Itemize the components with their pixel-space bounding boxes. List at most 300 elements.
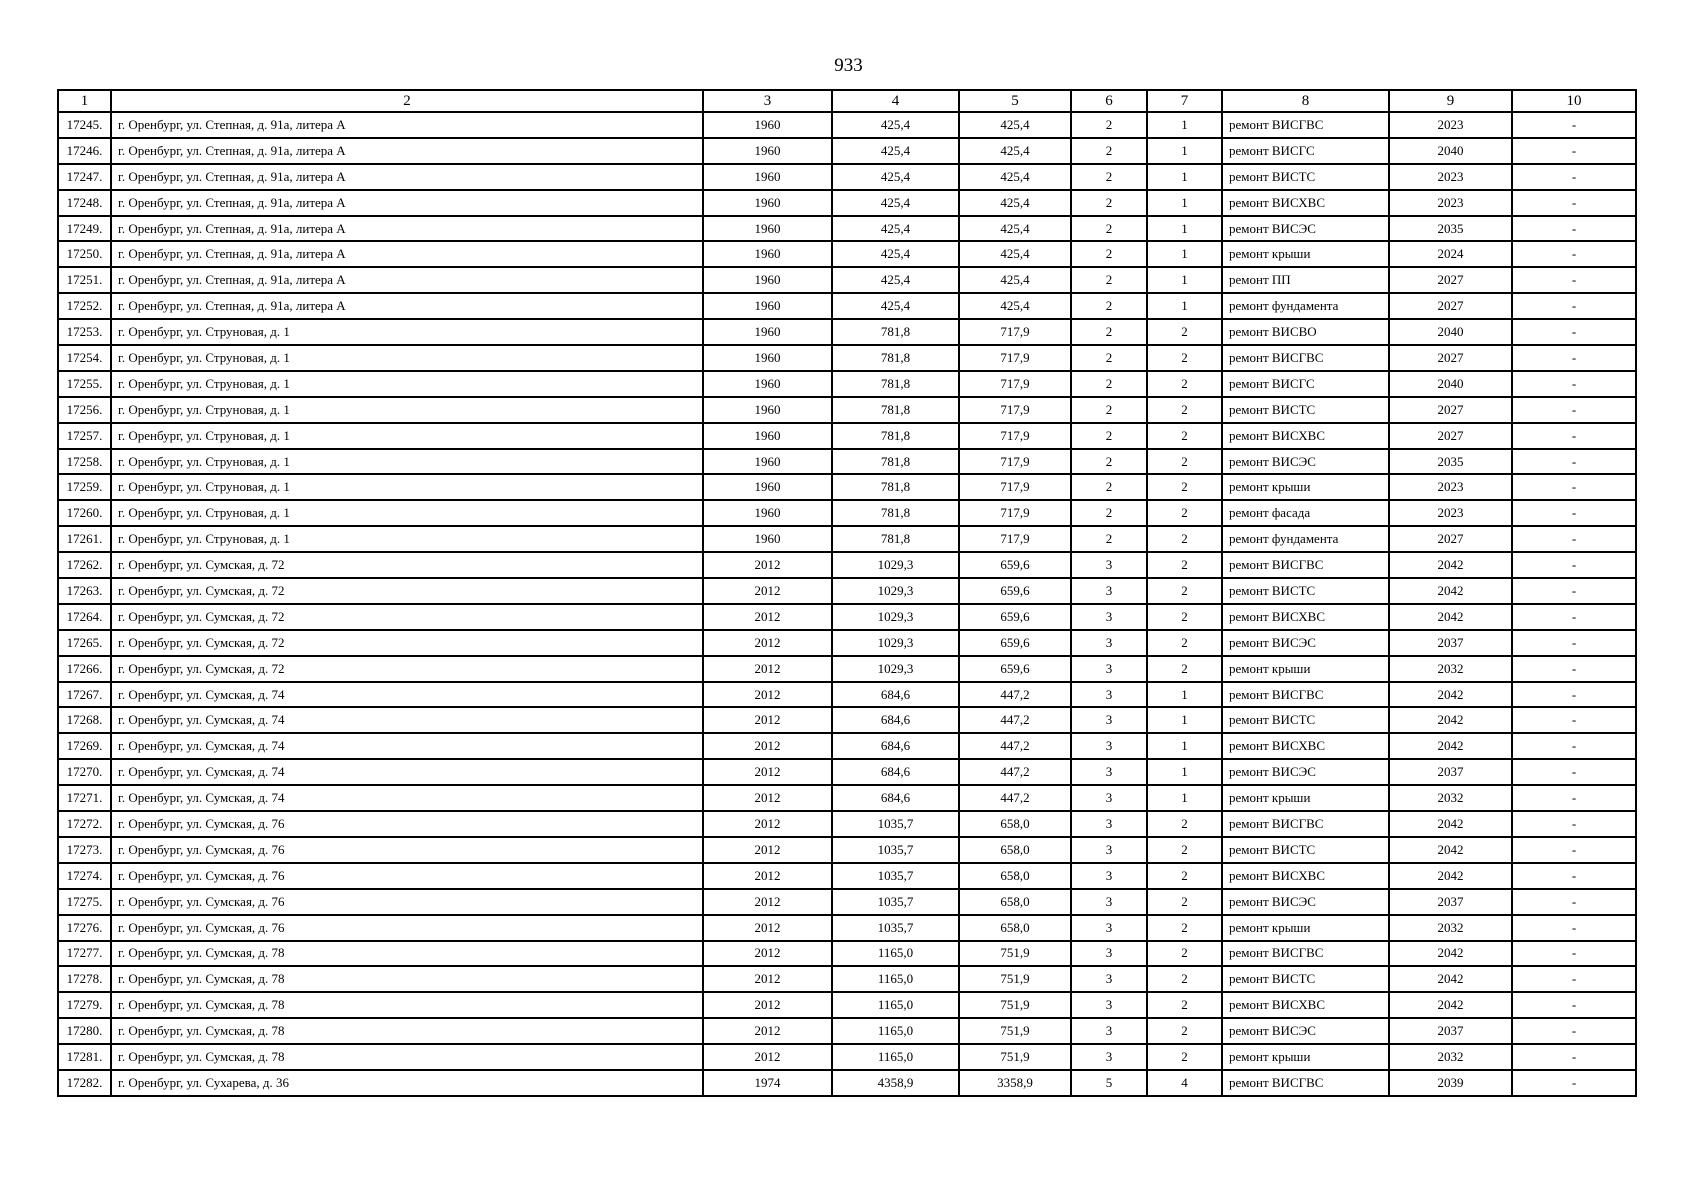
row-number-cell: 17252. [58,293,111,319]
year-built-cell: 1960 [703,138,832,164]
address-cell: г. Оренбург, ул. Сумская, д. 76 [111,889,703,915]
planned-year-cell: 2027 [1389,345,1512,371]
total-area-cell: 1165,0 [832,1044,959,1070]
row-number-cell: 17268. [58,707,111,733]
planned-year-cell: 2042 [1389,811,1512,837]
table-row [58,345,1636,371]
note-cell: - [1512,682,1636,708]
entrances-cell: 2 [1147,941,1222,967]
work-type-cell: ремонт фасада [1222,500,1389,526]
planned-year-cell: 2032 [1389,915,1512,941]
entrances-cell: 2 [1147,552,1222,578]
column-header: 2 [111,90,703,112]
planned-year-cell: 2039 [1389,1070,1512,1096]
row-number-cell: 17277. [58,941,111,967]
floors-cell: 2 [1071,138,1147,164]
year-built-cell: 2012 [703,785,832,811]
total-area-cell: 781,8 [832,474,959,500]
row-number-cell: 17257. [58,423,111,449]
row-number-cell: 17266. [58,656,111,682]
table-row [58,552,1636,578]
floors-cell: 3 [1071,604,1147,630]
total-area-cell: 1029,3 [832,630,959,656]
table-row [58,241,1636,267]
year-built-cell: 1960 [703,112,832,138]
table-row [58,656,1636,682]
entrances-cell: 2 [1147,1044,1222,1070]
address-cell: г. Оренбург, ул. Сумская, д. 78 [111,992,703,1018]
total-area-cell: 781,8 [832,423,959,449]
total-area-cell: 425,4 [832,164,959,190]
table-row [58,1018,1636,1044]
year-built-cell: 2012 [703,630,832,656]
year-built-cell: 1960 [703,190,832,216]
entrances-cell: 2 [1147,500,1222,526]
address-cell: г. Оренбург, ул. Струновая, д. 1 [111,423,703,449]
planned-year-cell: 2037 [1389,889,1512,915]
column-header: 5 [959,90,1071,112]
planned-year-cell: 2035 [1389,449,1512,475]
address-cell: г. Оренбург, ул. Струновая, д. 1 [111,474,703,500]
year-built-cell: 2012 [703,889,832,915]
living-area-cell: 425,4 [959,241,1071,267]
entrances-cell: 2 [1147,992,1222,1018]
floors-cell: 2 [1071,216,1147,242]
address-cell: г. Оренбург, ул. Степная, д. 91а, литера А [111,293,703,319]
table-row [58,319,1636,345]
note-cell: - [1512,500,1636,526]
living-area-cell: 658,0 [959,915,1071,941]
note-cell: - [1512,293,1636,319]
table-row [58,707,1636,733]
total-area-cell: 425,4 [832,241,959,267]
planned-year-cell: 2023 [1389,112,1512,138]
entrances-cell: 1 [1147,293,1222,319]
floors-cell: 2 [1071,164,1147,190]
table-row [58,1044,1636,1070]
floors-cell: 3 [1071,1044,1147,1070]
table-row [58,138,1636,164]
work-type-cell: ремонт ВИСХВС [1222,863,1389,889]
row-number-cell: 17272. [58,811,111,837]
year-built-cell: 2012 [703,707,832,733]
note-cell: - [1512,811,1636,837]
column-header: 4 [832,90,959,112]
entrances-cell: 1 [1147,682,1222,708]
floors-cell: 3 [1071,707,1147,733]
table-row [58,216,1636,242]
living-area-cell: 717,9 [959,397,1071,423]
entrances-cell: 1 [1147,112,1222,138]
repair-schedule-table [57,89,1637,1097]
planned-year-cell: 2040 [1389,319,1512,345]
floors-cell: 2 [1071,474,1147,500]
row-number-cell: 17255. [58,371,111,397]
address-cell: г. Оренбург, ул. Сумская, д. 78 [111,1018,703,1044]
entrances-cell: 2 [1147,811,1222,837]
row-number-cell: 17262. [58,552,111,578]
living-area-cell: 751,9 [959,1018,1071,1044]
planned-year-cell: 2027 [1389,267,1512,293]
floors-cell: 3 [1071,552,1147,578]
table-row [58,992,1636,1018]
row-number-cell: 17258. [58,449,111,475]
table-body [58,112,1636,1096]
address-cell: г. Оренбург, ул. Степная, д. 91а, литера А [111,138,703,164]
floors-cell: 2 [1071,449,1147,475]
total-area-cell: 425,4 [832,190,959,216]
year-built-cell: 2012 [703,863,832,889]
living-area-cell: 751,9 [959,992,1071,1018]
entrances-cell: 2 [1147,397,1222,423]
column-header-row [58,90,1636,112]
living-area-cell: 447,2 [959,759,1071,785]
table-row [58,267,1636,293]
note-cell: - [1512,863,1636,889]
address-cell: г. Оренбург, ул. Степная, д. 91а, литера А [111,241,703,267]
floors-cell: 2 [1071,371,1147,397]
planned-year-cell: 2023 [1389,164,1512,190]
address-cell: г. Оренбург, ул. Сумская, д. 78 [111,966,703,992]
living-area-cell: 447,2 [959,733,1071,759]
table-row [58,630,1636,656]
year-built-cell: 1974 [703,1070,832,1096]
table-row [58,474,1636,500]
note-cell: - [1512,604,1636,630]
year-built-cell: 1960 [703,500,832,526]
work-type-cell: ремонт ВИСЭС [1222,216,1389,242]
entrances-cell: 2 [1147,474,1222,500]
planned-year-cell: 2042 [1389,682,1512,708]
year-built-cell: 2012 [703,656,832,682]
total-area-cell: 425,4 [832,293,959,319]
floors-cell: 3 [1071,889,1147,915]
entrances-cell: 2 [1147,578,1222,604]
work-type-cell: ремонт ВИСХВС [1222,604,1389,630]
table-row [58,941,1636,967]
work-type-cell: ремонт крыши [1222,241,1389,267]
planned-year-cell: 2024 [1389,241,1512,267]
planned-year-cell: 2023 [1389,474,1512,500]
row-number-cell: 17274. [58,863,111,889]
note-cell: - [1512,1070,1636,1096]
living-area-cell: 425,4 [959,190,1071,216]
address-cell: г. Оренбург, ул. Сумская, д. 76 [111,837,703,863]
year-built-cell: 1960 [703,216,832,242]
row-number-cell: 17278. [58,966,111,992]
row-number-cell: 17267. [58,682,111,708]
living-area-cell: 751,9 [959,966,1071,992]
work-type-cell: ремонт ВИСТС [1222,837,1389,863]
note-cell: - [1512,474,1636,500]
table-row [58,1070,1636,1096]
living-area-cell: 447,2 [959,785,1071,811]
total-area-cell: 1165,0 [832,1018,959,1044]
work-type-cell: ремонт ВИСГС [1222,371,1389,397]
total-area-cell: 425,4 [832,216,959,242]
planned-year-cell: 2042 [1389,863,1512,889]
planned-year-cell: 2032 [1389,656,1512,682]
note-cell: - [1512,241,1636,267]
address-cell: г. Оренбург, ул. Сумская, д. 72 [111,656,703,682]
floors-cell: 2 [1071,397,1147,423]
total-area-cell: 1035,7 [832,811,959,837]
entrances-cell: 2 [1147,837,1222,863]
note-cell: - [1512,449,1636,475]
year-built-cell: 2012 [703,992,832,1018]
address-cell: г. Оренбург, ул. Струновая, д. 1 [111,500,703,526]
note-cell: - [1512,656,1636,682]
address-cell: г. Оренбург, ул. Сумская, д. 72 [111,578,703,604]
note-cell: - [1512,889,1636,915]
total-area-cell: 1165,0 [832,992,959,1018]
living-area-cell: 717,9 [959,500,1071,526]
work-type-cell: ремонт ВИСВО [1222,319,1389,345]
work-type-cell: ремонт ВИСЭС [1222,759,1389,785]
table-row [58,889,1636,915]
total-area-cell: 781,8 [832,397,959,423]
floors-cell: 3 [1071,759,1147,785]
work-type-cell: ремонт ВИСГВС [1222,811,1389,837]
year-built-cell: 1960 [703,449,832,475]
entrances-cell: 1 [1147,785,1222,811]
living-area-cell: 425,4 [959,293,1071,319]
entrances-cell: 2 [1147,915,1222,941]
note-cell: - [1512,267,1636,293]
floors-cell: 3 [1071,915,1147,941]
row-number-cell: 17248. [58,190,111,216]
total-area-cell: 781,8 [832,345,959,371]
note-cell: - [1512,138,1636,164]
total-area-cell: 684,6 [832,733,959,759]
living-area-cell: 717,9 [959,526,1071,552]
total-area-cell: 425,4 [832,267,959,293]
table-row [58,682,1636,708]
note-cell: - [1512,423,1636,449]
living-area-cell: 659,6 [959,578,1071,604]
note-cell: - [1512,578,1636,604]
living-area-cell: 659,6 [959,604,1071,630]
note-cell: - [1512,319,1636,345]
work-type-cell: ремонт крыши [1222,1044,1389,1070]
note-cell: - [1512,216,1636,242]
note-cell: - [1512,190,1636,216]
row-number-cell: 17276. [58,915,111,941]
living-area-cell: 717,9 [959,474,1071,500]
work-type-cell: ремонт ВИСЭС [1222,449,1389,475]
row-number-cell: 17249. [58,216,111,242]
row-number-cell: 17261. [58,526,111,552]
work-type-cell: ремонт ВИСЭС [1222,1018,1389,1044]
floors-cell: 3 [1071,1018,1147,1044]
year-built-cell: 2012 [703,759,832,785]
planned-year-cell: 2042 [1389,707,1512,733]
year-built-cell: 1960 [703,371,832,397]
total-area-cell: 1029,3 [832,604,959,630]
address-cell: г. Оренбург, ул. Сумская, д. 76 [111,863,703,889]
year-built-cell: 2012 [703,966,832,992]
entrances-cell: 2 [1147,423,1222,449]
row-number-cell: 17247. [58,164,111,190]
floors-cell: 2 [1071,190,1147,216]
floors-cell: 2 [1071,526,1147,552]
table-row [58,526,1636,552]
planned-year-cell: 2042 [1389,578,1512,604]
floors-cell: 3 [1071,733,1147,759]
table-row [58,112,1636,138]
year-built-cell: 1960 [703,241,832,267]
work-type-cell: ремонт крыши [1222,915,1389,941]
table-row [58,449,1636,475]
note-cell: - [1512,733,1636,759]
planned-year-cell: 2027 [1389,526,1512,552]
year-built-cell: 1960 [703,164,832,190]
table-row [58,164,1636,190]
floors-cell: 3 [1071,811,1147,837]
year-built-cell: 2012 [703,915,832,941]
living-area-cell: 717,9 [959,345,1071,371]
planned-year-cell: 2042 [1389,941,1512,967]
planned-year-cell: 2027 [1389,423,1512,449]
floors-cell: 3 [1071,992,1147,1018]
row-number-cell: 17245. [58,112,111,138]
planned-year-cell: 2023 [1389,190,1512,216]
entrances-cell: 2 [1147,604,1222,630]
planned-year-cell: 2042 [1389,837,1512,863]
column-header: 9 [1389,90,1512,112]
planned-year-cell: 2037 [1389,630,1512,656]
address-cell: г. Оренбург, ул. Степная, д. 91а, литера А [111,112,703,138]
page-number: 933 [834,55,863,76]
row-number-cell: 17264. [58,604,111,630]
year-built-cell: 2012 [703,682,832,708]
year-built-cell: 1960 [703,526,832,552]
total-area-cell: 781,8 [832,371,959,397]
note-cell: - [1512,915,1636,941]
entrances-cell: 1 [1147,241,1222,267]
total-area-cell: 4358,9 [832,1070,959,1096]
living-area-cell: 425,4 [959,216,1071,242]
note-cell: - [1512,345,1636,371]
living-area-cell: 717,9 [959,449,1071,475]
floors-cell: 3 [1071,785,1147,811]
planned-year-cell: 2023 [1389,500,1512,526]
floors-cell: 3 [1071,837,1147,863]
work-type-cell: ремонт крыши [1222,656,1389,682]
living-area-cell: 425,4 [959,164,1071,190]
year-built-cell: 2012 [703,733,832,759]
address-cell: г. Оренбург, ул. Струновая, д. 1 [111,526,703,552]
total-area-cell: 781,8 [832,449,959,475]
living-area-cell: 447,2 [959,707,1071,733]
table-row [58,500,1636,526]
note-cell: - [1512,785,1636,811]
row-number-cell: 17280. [58,1018,111,1044]
work-type-cell: ремонт ВИСГВС [1222,552,1389,578]
planned-year-cell: 2042 [1389,604,1512,630]
row-number-cell: 17260. [58,500,111,526]
floors-cell: 2 [1071,293,1147,319]
floors-cell: 2 [1071,423,1147,449]
total-area-cell: 1035,7 [832,863,959,889]
work-type-cell: ремонт ВИСГС [1222,138,1389,164]
living-area-cell: 425,4 [959,112,1071,138]
note-cell: - [1512,526,1636,552]
entrances-cell: 2 [1147,371,1222,397]
work-type-cell: ремонт ВИСГВС [1222,682,1389,708]
note-cell: - [1512,397,1636,423]
table-row [58,785,1636,811]
year-built-cell: 1960 [703,345,832,371]
entrances-cell: 1 [1147,138,1222,164]
year-built-cell: 1960 [703,319,832,345]
living-area-cell: 717,9 [959,423,1071,449]
work-type-cell: ремонт ВИСЭС [1222,889,1389,915]
entrances-cell: 2 [1147,863,1222,889]
floors-cell: 3 [1071,863,1147,889]
work-type-cell: ремонт ВИСТС [1222,578,1389,604]
entrances-cell: 2 [1147,1018,1222,1044]
floors-cell: 3 [1071,656,1147,682]
note-cell: - [1512,112,1636,138]
planned-year-cell: 2037 [1389,1018,1512,1044]
floors-cell: 5 [1071,1070,1147,1096]
floors-cell: 2 [1071,241,1147,267]
planned-year-cell: 2027 [1389,293,1512,319]
work-type-cell: ремонт ВИСТС [1222,707,1389,733]
entrances-cell: 1 [1147,267,1222,293]
entrances-cell: 1 [1147,707,1222,733]
year-built-cell: 2012 [703,811,832,837]
planned-year-cell: 2035 [1389,216,1512,242]
table-row [58,966,1636,992]
total-area-cell: 1029,3 [832,578,959,604]
floors-cell: 2 [1071,319,1147,345]
total-area-cell: 1029,3 [832,656,959,682]
year-built-cell: 2012 [703,604,832,630]
row-number-cell: 17253. [58,319,111,345]
living-area-cell: 659,6 [959,656,1071,682]
year-built-cell: 2012 [703,552,832,578]
planned-year-cell: 2037 [1389,759,1512,785]
table-row [58,371,1636,397]
living-area-cell: 3358,9 [959,1070,1071,1096]
planned-year-cell: 2042 [1389,552,1512,578]
address-cell: г. Оренбург, ул. Сумская, д. 72 [111,630,703,656]
year-built-cell: 2012 [703,1018,832,1044]
entrances-cell: 1 [1147,164,1222,190]
address-cell: г. Оренбург, ул. Сумская, д. 76 [111,811,703,837]
work-type-cell: ремонт ВИСТС [1222,164,1389,190]
living-area-cell: 751,9 [959,941,1071,967]
floors-cell: 3 [1071,578,1147,604]
entrances-cell: 2 [1147,319,1222,345]
note-cell: - [1512,1044,1636,1070]
address-cell: г. Оренбург, ул. Струновая, д. 1 [111,449,703,475]
address-cell: г. Оренбург, ул. Степная, д. 91а, литера А [111,216,703,242]
work-type-cell: ремонт ВИСХВС [1222,190,1389,216]
row-number-cell: 17265. [58,630,111,656]
living-area-cell: 717,9 [959,371,1071,397]
year-built-cell: 2012 [703,578,832,604]
work-type-cell: ремонт крыши [1222,785,1389,811]
table-row [58,915,1636,941]
address-cell: г. Оренбург, ул. Степная, д. 91а, литера А [111,190,703,216]
address-cell: г. Оренбург, ул. Сумская, д. 74 [111,785,703,811]
table-row [58,397,1636,423]
work-type-cell: ремонт ВИСТС [1222,397,1389,423]
address-cell: г. Оренбург, ул. Сумская, д. 72 [111,552,703,578]
